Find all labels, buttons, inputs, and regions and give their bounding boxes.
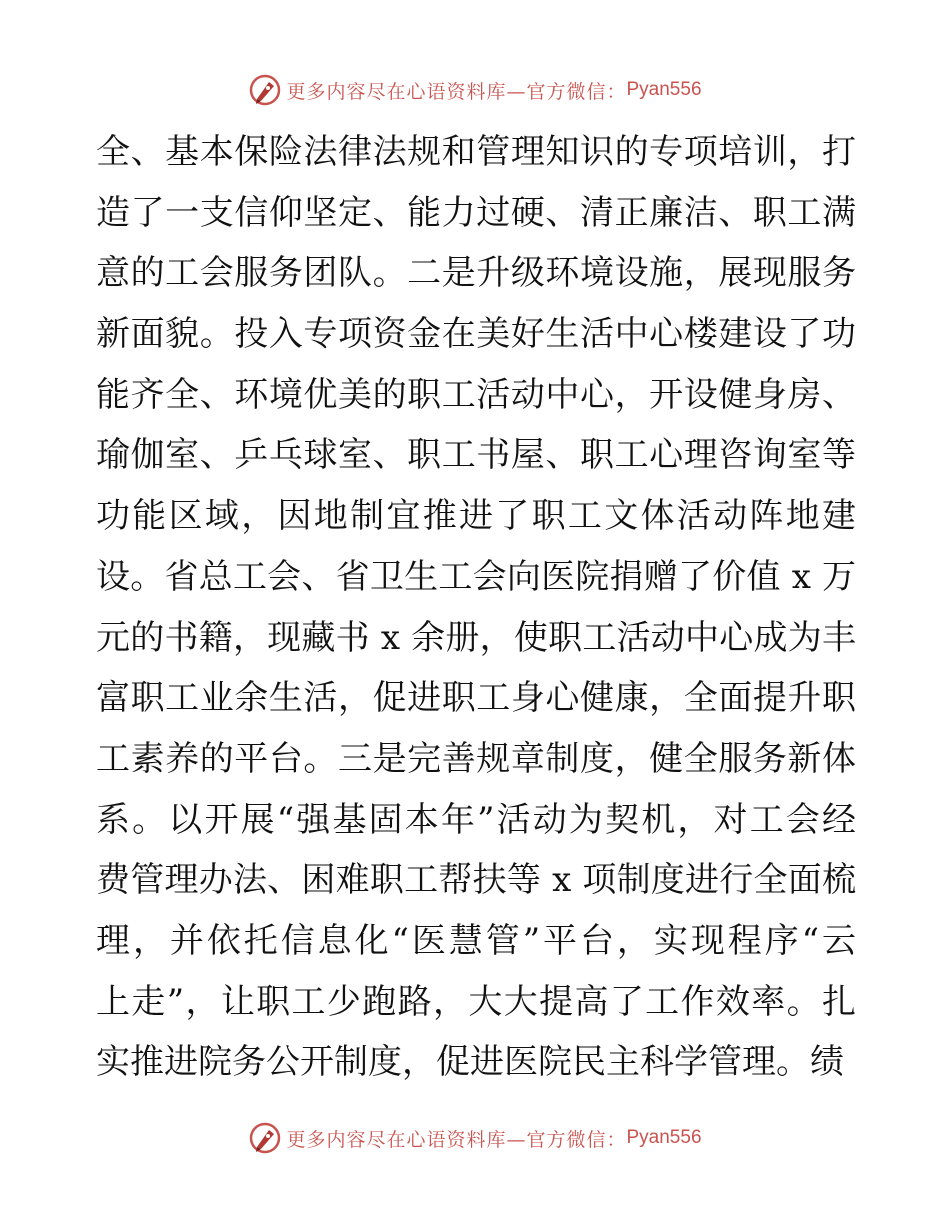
watermark-wechat-id: Pyan556 xyxy=(626,79,702,100)
pen-nib-logo-icon xyxy=(248,73,282,107)
text-line: 设。省总工会、省卫生工会向医院捐赠了价值 x 万 xyxy=(96,556,856,597)
text-line: 系。以开展“强基固本年”活动为契机，对工会经 xyxy=(96,799,856,840)
body-paragraph xyxy=(96,122,856,1093)
pen-nib-logo-icon xyxy=(248,1121,282,1155)
text-line: 新面貌。投入专项资金在美好生活中心楼建设了功 xyxy=(96,314,856,355)
text-line: 费管理办法、困难职工帮扶等 x 项制度进行全面梳 xyxy=(96,860,856,901)
watermark-text: 更多内容尽在心语资料库—官方微信： xyxy=(286,80,627,103)
watermark-text: 更多内容尽在心语资料库—官方微信： xyxy=(286,1128,627,1151)
text-line: 能齐全、环境优美的职工活动中心，开设健身房、 xyxy=(96,374,856,415)
text-line: 富职工业余生活，促进职工身心健康，全面提升职 xyxy=(96,678,856,719)
text-line: 工素养的平台。三是完善规章制度，健全服务新体 xyxy=(96,738,856,779)
text-line: 理，并依托信息化“医慧管”平台，实现程序“云 xyxy=(96,920,856,961)
text-line: 意的工会服务团队。二是升级环境设施，展现服务 xyxy=(96,253,856,294)
text-line: 实推进院务公开制度，促进医院民主科学管理。绩 xyxy=(96,1042,844,1083)
header-watermark xyxy=(0,72,950,108)
text-line: 瑜伽室、乒乓球室、职工书屋、职工心理咨询室等 xyxy=(96,435,856,476)
text-line: 上走”，让职工少跑路，大大提高了工作效率。扎 xyxy=(96,981,856,1022)
watermark-wechat-id: Pyan556 xyxy=(626,1127,702,1148)
text-line: 功能区域，因地制宜推进了职工文体活动阵地建 xyxy=(96,496,856,537)
text-line: 元的书籍，现藏书 x 余册，使职工活动中心成为丰 xyxy=(96,617,856,658)
text-line: 全、基本保险法律法规和管理知识的专项培训，打 xyxy=(96,132,856,172)
footer-watermark xyxy=(0,1120,950,1156)
text-line: 造了一支信仰坚定、能力过硬、清正廉洁、职工满 xyxy=(96,192,856,233)
